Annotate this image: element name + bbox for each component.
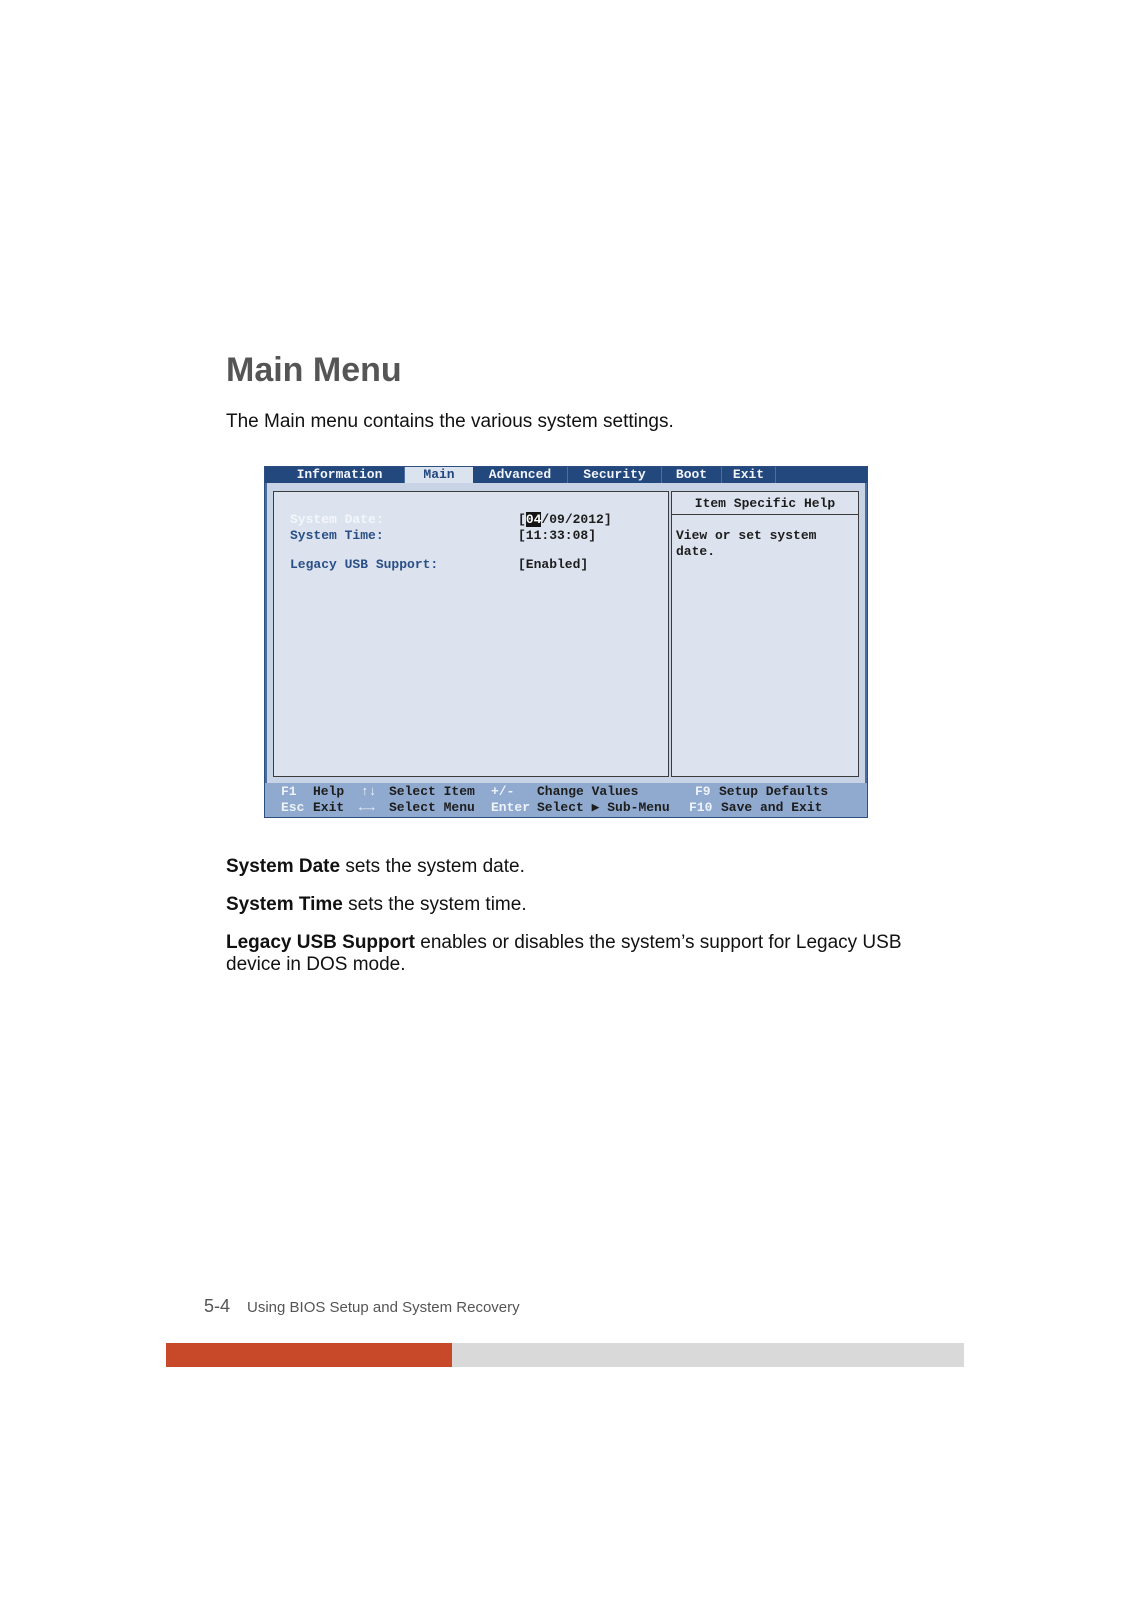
select-menu-text: Select Menu xyxy=(389,800,475,815)
bios-screenshot xyxy=(264,466,868,818)
legacy-usb-desc-text: enables or disables the system’s support for Legacy USB device in DOS mode. xyxy=(226,932,902,975)
page-title: Main Menu xyxy=(226,351,402,389)
footer-grey-bar xyxy=(452,1343,964,1367)
change-values-text: Change Values xyxy=(537,784,639,799)
legacy-usb-value[interactable]: [Enabled] xyxy=(518,557,589,572)
esc-key: Esc xyxy=(281,800,305,815)
system-time-term: System Time xyxy=(226,894,343,915)
system-date-desc-text: sets the system date. xyxy=(340,856,525,877)
page-number: 5-4 xyxy=(204,1296,231,1316)
tab-advanced[interactable]: Advanced xyxy=(473,467,568,483)
bios-body xyxy=(267,483,865,783)
select-item-text: Select Item xyxy=(389,784,475,799)
f10-key: F10 xyxy=(689,800,713,815)
settings-panel xyxy=(273,491,669,777)
chapter-title: Using BIOS Setup and System Recovery xyxy=(247,1299,520,1316)
legacy-usb-label[interactable]: Legacy USB Support: xyxy=(290,557,439,572)
help-text: View or set system date. xyxy=(676,528,817,559)
up-down-arrows-icon: ↑↓ xyxy=(361,784,377,799)
system-date-value[interactable] xyxy=(518,512,612,528)
system-date-label[interactable]: System Date: xyxy=(290,512,384,527)
intro-paragraph: The Main menu contains the various system settings. xyxy=(226,411,674,432)
system-date-bracket: [ xyxy=(518,512,526,527)
system-time-label[interactable]: System Time: xyxy=(290,528,384,543)
f9-key: F9 xyxy=(695,784,711,799)
system-time-value[interactable]: [11:33:08] xyxy=(518,528,597,543)
help-title: Item Specific Help xyxy=(694,496,836,511)
system-date-remainder: /09/2012] xyxy=(541,512,612,527)
system-date-month-field[interactable]: 04 xyxy=(525,512,542,527)
plus-minus-key: +/- xyxy=(491,784,515,799)
bios-key-legend xyxy=(265,783,867,817)
system-time-description xyxy=(226,894,926,916)
system-date-description xyxy=(226,856,926,878)
legacy-usb-description xyxy=(226,932,916,976)
tab-security[interactable]: Security xyxy=(568,467,662,483)
enter-key: Enter xyxy=(491,800,531,815)
tab-information[interactable]: Information xyxy=(275,467,405,483)
help-panel xyxy=(671,491,859,777)
system-time-desc-text: sets the system time. xyxy=(342,894,527,915)
esc-exit-text: Exit xyxy=(313,800,345,815)
select-submenu-text: Select ▶ Sub-Menu xyxy=(537,800,670,815)
legacy-usb-term: Legacy USB Support xyxy=(226,932,415,953)
system-date-term: System Date xyxy=(226,856,341,877)
setup-defaults-text: Setup Defaults xyxy=(719,784,829,799)
tab-exit[interactable]: Exit xyxy=(722,467,776,483)
bios-tab-bar xyxy=(265,467,867,483)
f1-help-text: Help xyxy=(313,784,345,799)
save-and-exit-text: Save and Exit xyxy=(721,800,823,815)
tab-boot[interactable]: Boot xyxy=(662,467,722,483)
tab-main[interactable]: Main xyxy=(405,467,473,483)
help-divider xyxy=(672,514,858,515)
f1-key: F1 xyxy=(281,784,297,799)
footer-accent-bar xyxy=(166,1343,452,1367)
left-right-arrows-icon: ←→ xyxy=(359,800,375,815)
